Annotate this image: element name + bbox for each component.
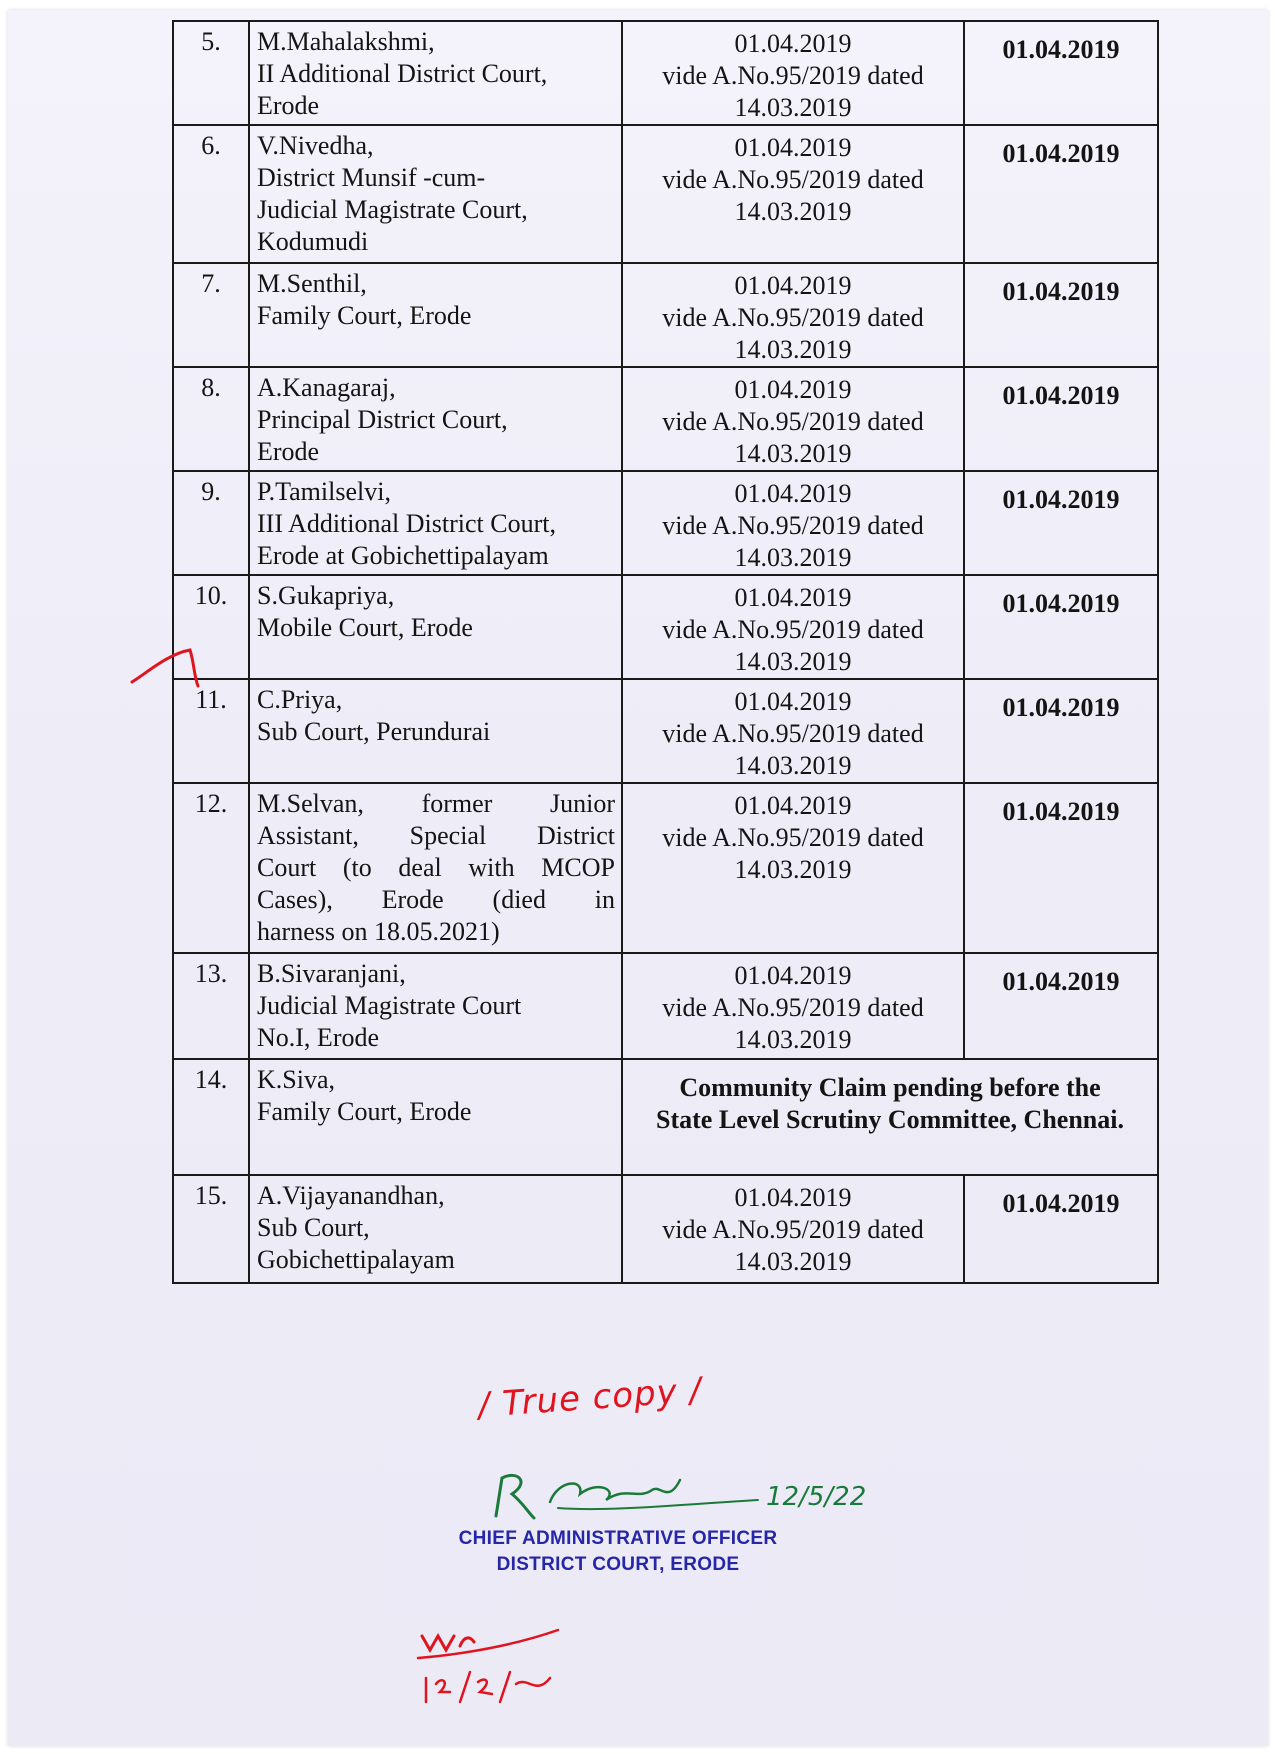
employee-details: M.Mahalakshmi, II Additional District Court, Erode xyxy=(249,21,622,125)
effective-date: 01.04.2019 xyxy=(964,263,1158,367)
community-claim-note: Community Claim pending before the State Level Scrutiny Committee, Chennai. xyxy=(622,1059,1158,1175)
appointment-date: 01.04.2019 vide A.No.95/2019 dated 14.03.2019 xyxy=(622,1175,964,1283)
serial-number: 13. xyxy=(173,953,249,1059)
employee-details: S.Gukapriya, Mobile Court, Erode xyxy=(249,575,622,679)
appointment-date: 01.04.2019 vide A.No.95/2019 dated 14.03.2019 xyxy=(622,21,964,125)
serial-number: 8. xyxy=(173,367,249,471)
serial-number: 6. xyxy=(173,125,249,263)
employee-details: V.Nivedha, District Munsif -cum- Judicial Magistrate Court, Kodumudi xyxy=(249,125,622,263)
document-page xyxy=(8,10,1268,1746)
employee-details: C.Priya, Sub Court, Perundurai xyxy=(249,679,622,783)
table-row xyxy=(173,1059,1158,1175)
appointment-date: 01.04.2019 vide A.No.95/2019 dated 14.03.2019 xyxy=(622,263,964,367)
effective-date: 01.04.2019 xyxy=(964,125,1158,263)
effective-date: 01.04.2019 xyxy=(964,21,1158,125)
table-row xyxy=(173,679,1158,783)
effective-date: 01.04.2019 xyxy=(964,783,1158,953)
appointment-date: 01.04.2019 vide A.No.95/2019 dated 14.03.2019 xyxy=(622,125,964,263)
signature-date: 12/5/22 xyxy=(766,1482,867,1512)
table-row xyxy=(173,1175,1158,1283)
employee-details: A.Kanagaraj, Principal District Court, Erode xyxy=(249,367,622,471)
table-row xyxy=(173,125,1158,263)
stamp-office: DISTRICT COURT, ERODE xyxy=(496,1554,740,1575)
appointment-date: 01.04.2019 vide A.No.95/2019 dated 14.03.2019 xyxy=(622,367,964,471)
appointment-date: 01.04.2019 vide A.No.95/2019 dated 14.03.2019 xyxy=(622,783,964,953)
table-row xyxy=(173,783,1158,953)
effective-date: 01.04.2019 xyxy=(964,575,1158,679)
table-row xyxy=(173,263,1158,367)
employee-details: K.Siva, Family Court, Erode xyxy=(249,1059,622,1175)
serial-number: 9. xyxy=(173,471,249,575)
employee-details: M.Senthil, Family Court, Erode xyxy=(249,263,622,367)
employee-details: B.Sivaranjani, Judicial Magistrate Court No.I, Erode xyxy=(249,953,622,1059)
serial-number: 11. xyxy=(173,679,249,783)
serial-number: 5. xyxy=(173,21,249,125)
appointment-date: 01.04.2019 vide A.No.95/2019 dated 14.03.2019 xyxy=(622,575,964,679)
red-initials xyxy=(408,1606,588,1716)
effective-date: 01.04.2019 xyxy=(964,953,1158,1059)
table-row xyxy=(173,367,1158,471)
serial-number: 14. xyxy=(173,1059,249,1175)
appointment-date: 01.04.2019 vide A.No.95/2019 dated 14.03.2019 xyxy=(622,953,964,1059)
serial-number: 10. xyxy=(173,575,249,679)
appointment-date: 01.04.2019 vide A.No.95/2019 dated 14.03.2019 xyxy=(622,679,964,783)
serial-number: 7. xyxy=(173,263,249,367)
seniority-table xyxy=(172,20,1159,1284)
effective-date: 01.04.2019 xyxy=(964,471,1158,575)
serial-number: 15. xyxy=(173,1175,249,1283)
effective-date: 01.04.2019 xyxy=(964,1175,1158,1283)
employee-details: P.Tamilselvi, III Additional District Court, Erode at Gobichettipalayam xyxy=(249,471,622,575)
table-row xyxy=(173,471,1158,575)
serial-number: 12. xyxy=(173,783,249,953)
signature xyxy=(488,1460,768,1530)
true-copy-annotation: / True copy / xyxy=(476,1370,704,1426)
employee-details: M.Selvan, former Junior Assistant, Special District Court (to deal with MCOP Cases), Erode (died in harness on 18.05.2021) xyxy=(249,783,622,953)
table-row xyxy=(173,953,1158,1059)
effective-date: 01.04.2019 xyxy=(964,679,1158,783)
stamp-designation: CHIEF ADMINISTRATIVE OFFICER xyxy=(458,1528,778,1549)
effective-date: 01.04.2019 xyxy=(964,367,1158,471)
red-tick-mark xyxy=(128,632,218,692)
employee-details: A.Vijayanandhan, Sub Court, Gobichettipalayam xyxy=(249,1175,622,1283)
table-row xyxy=(173,575,1158,679)
table-row xyxy=(173,21,1158,125)
official-stamp xyxy=(408,1526,828,1578)
appointment-date: 01.04.2019 vide A.No.95/2019 dated 14.03.2019 xyxy=(622,471,964,575)
